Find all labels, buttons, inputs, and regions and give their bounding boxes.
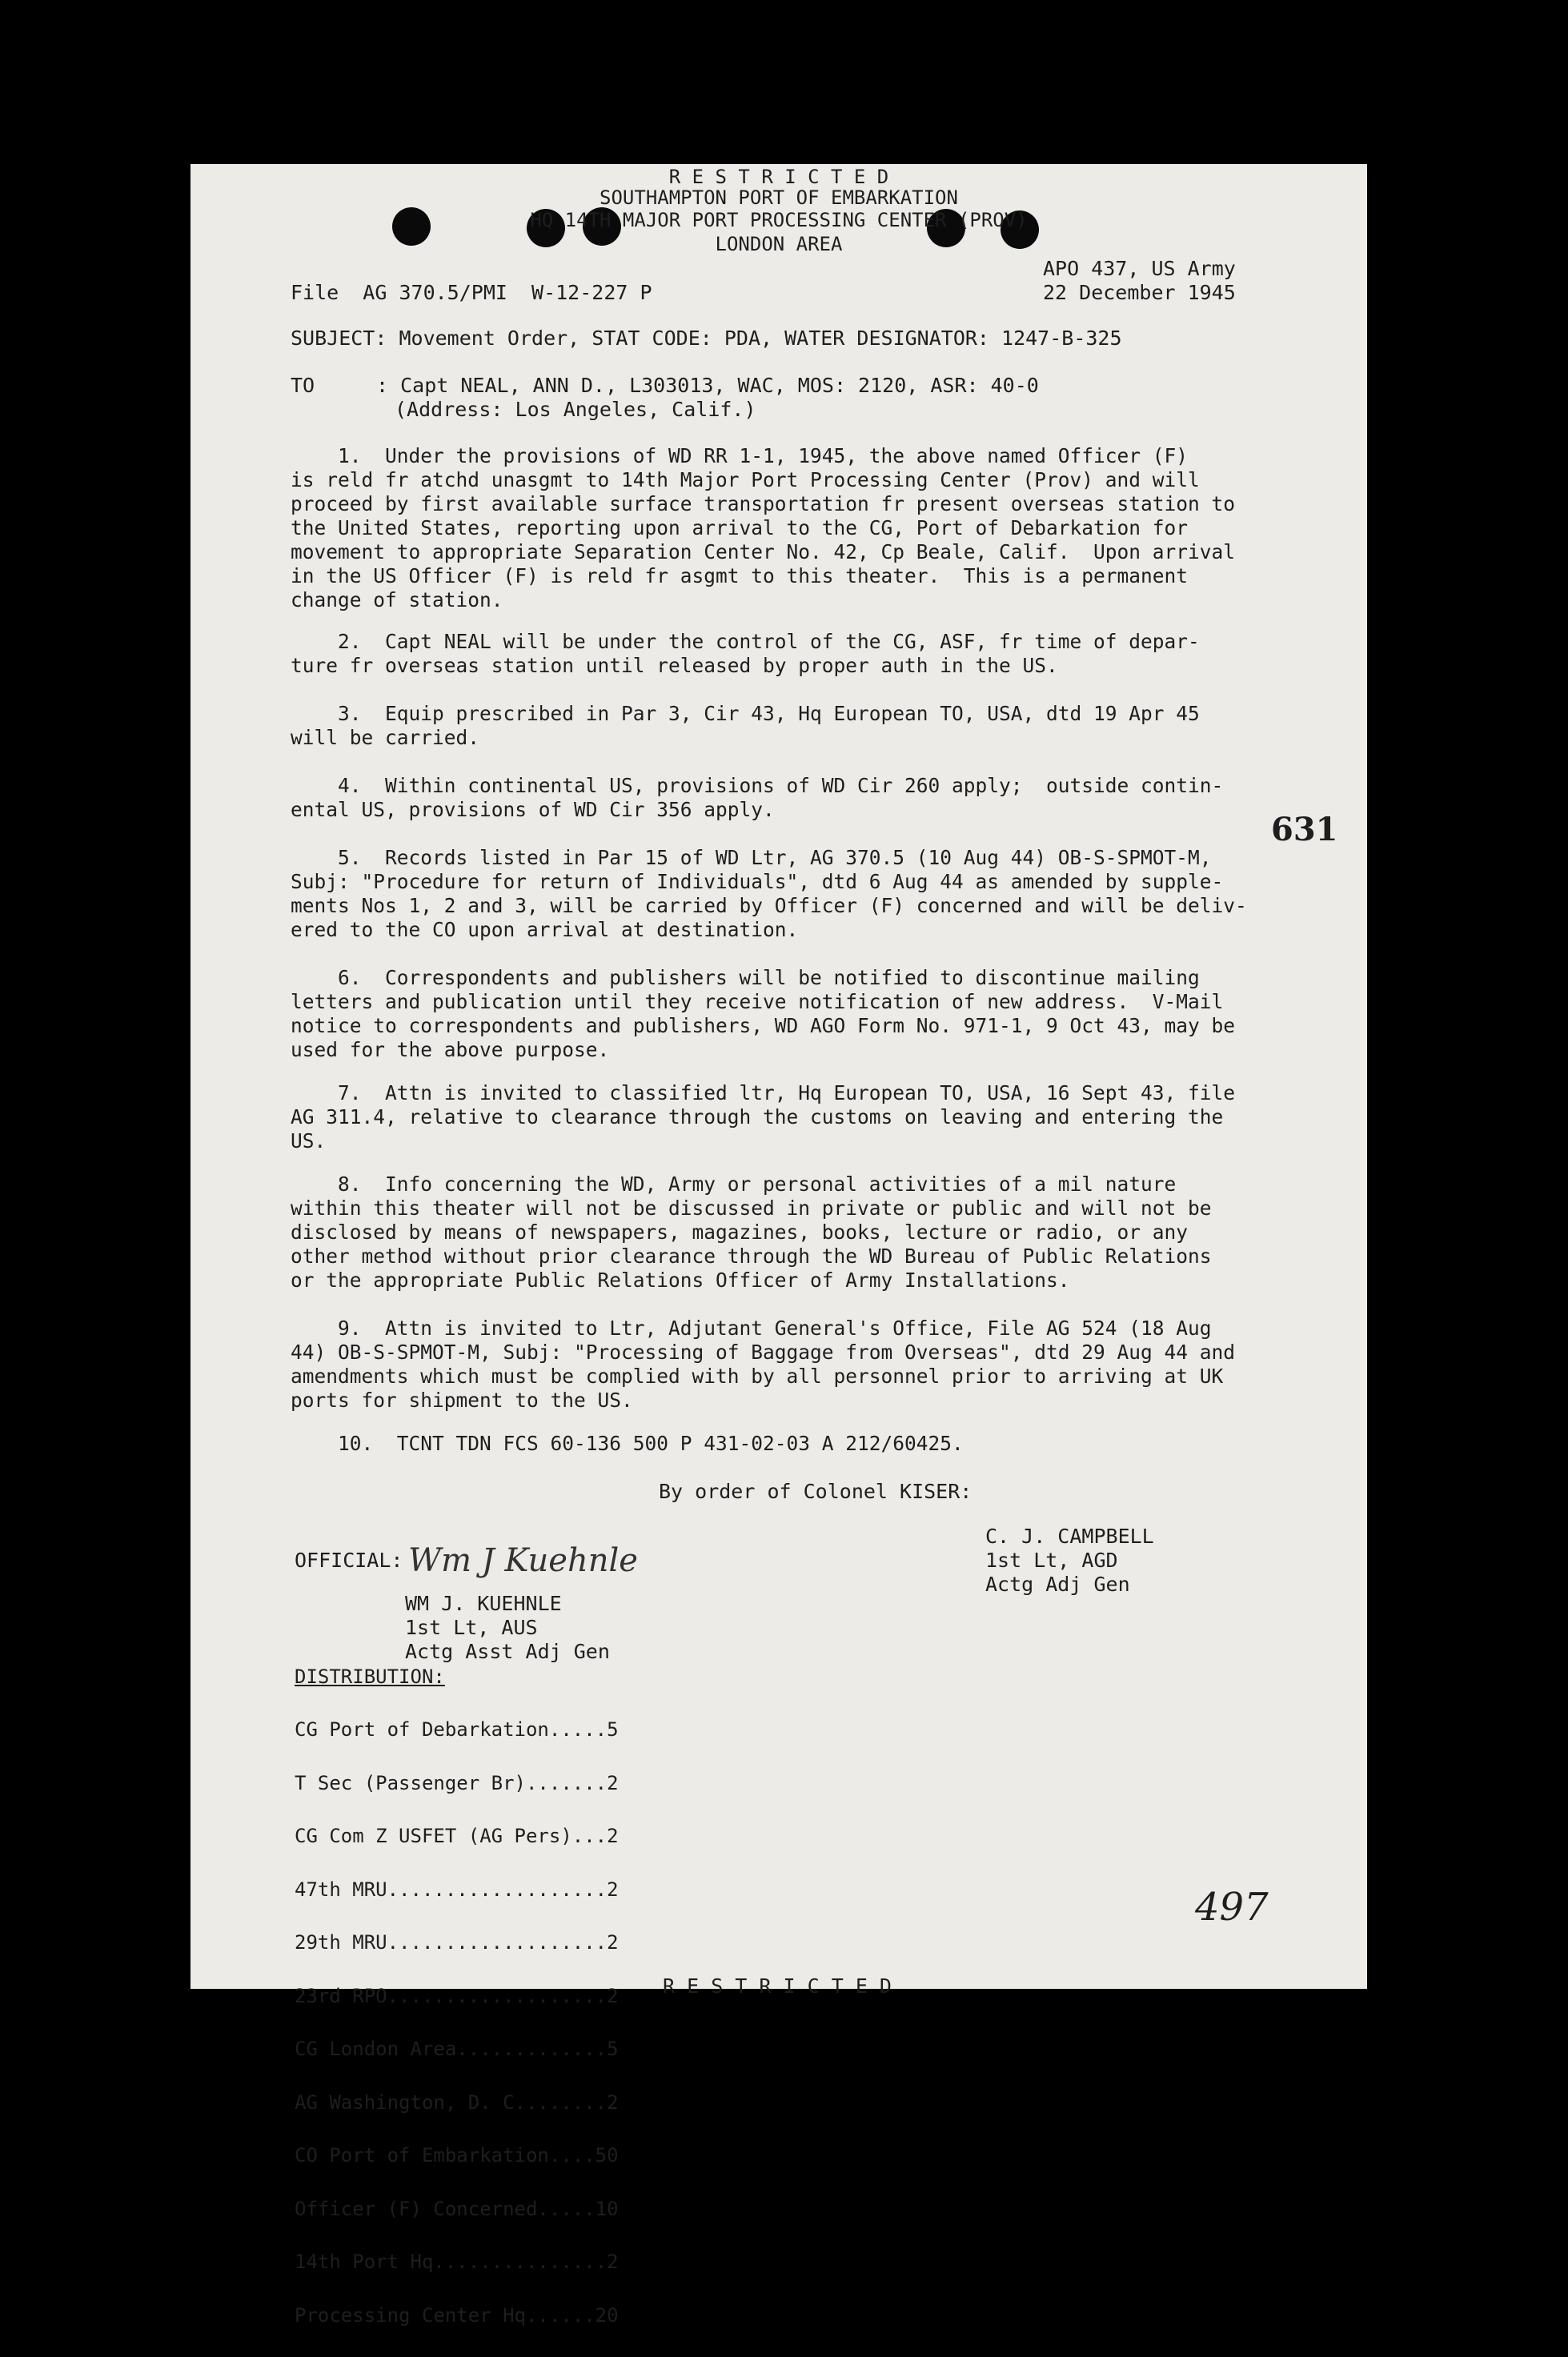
paragraph-7: 7. Attn is invited to classified ltr, Hq European TO, USA, 16 Sept 43, file AG 311.4, relative to clearance through the customs on leaving and entering the US.	[291, 1081, 1236, 1152]
list-item: CG Com Z USFET (AG Pers)...2	[295, 1825, 619, 1847]
classification-bottom: R E S T R I C T E D	[663, 1974, 892, 1998]
header-line-1: SOUTHAMPTON PORT OF EMBARKATION	[600, 186, 958, 209]
list-item: 47th MRU...................2	[295, 1878, 619, 1901]
by-order-line: By order of Colonel KISER:	[659, 1480, 972, 1503]
subject-line: SUBJECT: Movement Order, STAT CODE: PDA, WATER DESIGNATOR: 1247-B-325	[291, 327, 1122, 350]
list-item: CG London Area.............5	[295, 2038, 619, 2060]
list-item: CG Port of Debarkation.....5	[295, 1718, 619, 1741]
list-item: 29th MRU...................2	[295, 1931, 619, 1954]
list-item: AG Washington, D. C........2	[295, 2090, 619, 2114]
list-item: CO Port of Embarkation....50	[295, 2144, 619, 2167]
to-address: (Address: Los Angeles, Calif.)	[395, 398, 756, 421]
paragraph-4: 4. Within continental US, provisions of WD Cir 260 apply; outside contin- ental US, provisions of WD Cir 356 apply.	[291, 774, 1224, 821]
header-line-3: LONDON AREA	[715, 233, 843, 255]
list-item: Processing Center Hq......20	[295, 2303, 619, 2327]
signer-left-name: WM J. KUEHNLE	[405, 1592, 562, 1615]
paragraph-5: 5. Records listed in Par 15 of WD Ltr, AG 370.5 (10 Aug 44) OB-S-SPMOT-M, Subj: "Procedure for return of Individuals", dtd 6 Aug 44 as amended by supple- ments Nos 1, 2 and 3, will be carried by Officer (F) concerned and will be deliv- ered to the CO upon arrival at destination.	[291, 846, 1247, 941]
to-label: TO	[291, 374, 315, 397]
list-item: 14th Port Hq...............2	[295, 2251, 619, 2273]
paragraph-2: 2. Capt NEAL will be under the control of the CG, ASF, fr time of depar- ture fr overseas station until released by proper auth in the US.	[291, 630, 1200, 677]
official-label: OFFICIAL:	[295, 1549, 403, 1572]
paragraph-9: 9. Attn is invited to Ltr, Adjutant General's Office, File AG 524 (18 Aug 44) OB-S-SPMOT-M, Subj: "Processing of Baggage from Overseas", dtd 29 Aug 44 and amendments which must be complied with by all personnel prior to arriving at UK ports for shipment to the US.	[291, 1317, 1236, 1412]
document-date: 22 December 1945	[1043, 281, 1236, 304]
paragraph-6: 6. Correspondents and publishers will be notified to discontinue mailing letters and publication until they receive notification of new address. V-Mail notice to correspondents and publishers, WD AGO Form No. 971-1, 9 Oct 43, may be used for the above purpose.	[291, 966, 1236, 1061]
handwritten-page-number: 497	[1195, 1885, 1269, 1930]
signer-left-title: Actg Asst Adj Gen	[405, 1640, 610, 1663]
apo-address: APO 437, US Army	[1043, 257, 1236, 280]
signer-right-name: C. J. CAMPBELL	[985, 1525, 1154, 1548]
file-reference: File AG 370.5/PMI W-12-227 P	[291, 281, 652, 304]
list-item: 23rd RPO...................2	[295, 1984, 619, 2007]
signer-right-title: Actg Adj Gen	[985, 1573, 1130, 1596]
document-page	[190, 164, 1367, 2327]
distribution-label: DISTRIBUTION:	[295, 1666, 445, 1688]
stamp-number: 631	[1271, 811, 1338, 848]
header-line-2: HQ 14TH MAJOR PORT PROCESSING CENTER (PROV)	[530, 209, 1028, 231]
classification-top: R E S T R I C T E D	[668, 166, 889, 188]
distribution-list	[295, 1688, 619, 2357]
paragraph-3: 3. Equip prescribed in Par 3, Cir 43, Hq European TO, USA, dtd 19 Apr 45 will be carried.	[291, 702, 1200, 749]
handwritten-signature: Wm J Kuehnle	[408, 1542, 638, 1579]
paragraph-8: 8. Info concerning the WD, Army or personal activities of a mil nature within this theater will not be discussed in private or public and will not be disclosed by means of newspapers, magazines, books, lecture or radio, or any other method without prior clearance through the WD Bureau of Public Relations or the appropriate Public Relations Officer of Army Installations.	[291, 1172, 1212, 1292]
signer-right-rank: 1st Lt, AGD	[985, 1549, 1118, 1572]
to-recipient: : Capt NEAL, ANN D., L303013, WAC, MOS: 2120, ASR: 40-0	[376, 374, 1039, 397]
paragraph-10: 10. TCNT TDN FCS 60-136 500 P 431-02-03 A 212/60425.	[291, 1432, 964, 1455]
list-item: T Sec (Passenger Br).......2	[295, 1771, 619, 1794]
list-item: Officer (F) Concerned.....10	[295, 2197, 619, 2220]
paragraph-1: 1. Under the provisions of WD RR 1-1, 1945, the above named Officer (F) is reld fr atchd unasgmt to 14th Major Port Processing Center (Prov) and will proceed by first available surface transportation fr present overseas station to the United States, reporting upon arrival to the CG, Port of Debarkation for movement to appropriate Separation Center No. 42, Cp Beale, Calif. Upon arrival in the US Officer (F) is reld fr asgmt to this theater. This is a permanent change of station.	[291, 444, 1236, 611]
signer-left-rank: 1st Lt, AUS	[405, 1616, 538, 1639]
